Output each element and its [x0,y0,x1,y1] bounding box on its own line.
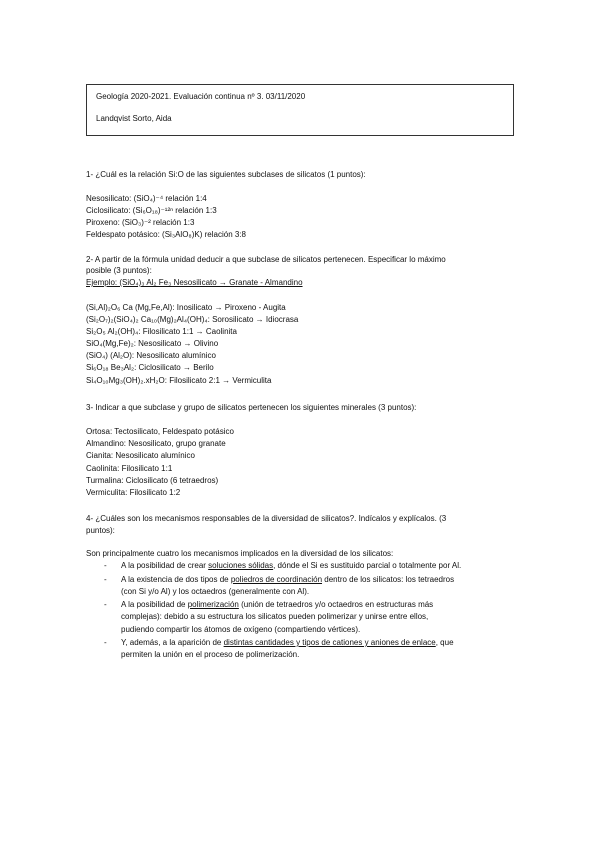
question-2-line-2: posible (3 puntos): [86,266,152,275]
question-3: 3- Indicar a que subclase y grupo de silicatos pertenecen los siguientes minerales (3 puntos): [86,403,417,412]
header-course-line: Geología 2020-2021. Evaluación continua nº 3. 03/11/2020 [96,92,306,101]
question-1: 1- ¿Cuál es la relación Si:O de las siguientes subclases de silicatos (1 puntos): [86,170,366,179]
bullet-dash: - [104,600,107,609]
bullet-text: Y, además, a la aparición de [121,638,224,647]
q3-answer-3: Cianita: Nesosilicato alumínico [86,451,195,460]
q4-bullet-3 [121,600,433,610]
q2-answer-5: (SiO₄) (Al₂O): Nesosilicato alumínico [86,351,216,360]
q4-bullet-2 [121,575,454,585]
bullet-keyword: poliedros de coordinación [230,575,323,584]
question-4-line-1: 4- ¿Cuáles son los mecanismos responsables de la diversidad de silicatos?. Indícalos y explícalos. (3 [86,514,447,523]
q2-answer-1: (Si,Al)₂O₆ Ca (Mg,Fe,Al): Inosilicato → Piroxeno - Augita [86,303,286,312]
q4-bullet-4 [121,638,454,648]
bullet-keyword: soluciones sólidas [208,561,274,570]
q2-answer-2: (Si₂O₇)₂(SiO₄)₂ Ca₁₀(Mg)₂Al₄(OH)₄: Sorosilicato → Idiocrasa [86,315,299,324]
bullet-keyword: polimerización [187,600,239,609]
q2-answer-7: Si₄O₁₀Mg₃(OH)₂.xH₂O: Filosilicato 2:1 → Vermiculita [86,376,272,385]
q1-answer-2: Ciclosilicato: (Si₆O₁₈)⁻¹²ⁿ relación 1:3 [86,206,217,215]
bullet-dash: - [104,575,107,584]
q3-answer-4: Caolinita: Filosilicato 1:1 [86,464,173,473]
q4-bullet-2-line-2: (con Si y/o Al) y los octaedros (generalmente con Al). [121,587,310,596]
bullet-text: , dónde el Si es sustituido parcial o totalmente por Al. [273,561,462,570]
question-4-line-2: puntos): [86,526,115,535]
bullet-dash: - [104,561,107,570]
bullet-text: A la posibilidad de crear [121,561,209,570]
bullet-text: dentro de los silicatos: los tetraedros [322,575,455,584]
q1-answer-3: Piroxeno: (SiO₃)⁻² relación 1:3 [86,218,195,227]
header-student-name: Landqvist Sorto, Aida [96,114,172,123]
q4-bullet-3-line-3: pudiendo compartir los átomos de oxígeno (compartiendo vértices). [121,625,361,634]
bullet-text: (unión de tetraedros y/o octaedros en estructuras más [238,600,434,609]
q2-answer-4: SiO₄(Mg,Fe)₂: Nesosilicato → Olivino [86,339,219,348]
q2-answer-6: Si₆O₁₈ Be₃Al₂: Ciclosilicato → Berilo [86,363,214,372]
q3-answer-1: Ortosa: Tectosilicato, Feldespato potásico [86,427,234,436]
bullet-keyword: distintas cantidades y tipos de cationes y aniones de enlace [223,638,436,647]
q2-example: Ejemplo: (SiO₄)₃ Al₂ Fe₃ Nesosilicato → Granate - Almandino [86,278,303,287]
q3-answer-2: Almandino: Nesosilicato, grupo granate [86,439,226,448]
q3-answer-6: Vermiculita: Filosilicato 1:2 [86,488,181,497]
q1-answer-1: Nesosilicato: (SiO₄)⁻⁴ relación 1:4 [86,194,207,203]
bullet-text: , que [435,638,454,647]
q4-bullet-1 [121,561,461,571]
bullet-text: A la posibilidad de [121,600,188,609]
q1-answer-4: Feldespato potásico: (Si₃AlO₈)K) relación 3:8 [86,230,246,239]
q4-bullet-3-line-2: complejas): debido a su estructura los silicatos pueden polimerizar y unirse entre ellos, [121,612,429,621]
bullet-dash: - [104,638,107,647]
q3-answer-5: Turmalina: Ciclosilicato (6 tetraedros) [86,476,219,485]
q2-answer-3: Si₂O₅ Al₂(OH)₄: Filosilicato 1:1 → Caolinita [86,327,237,336]
q4-bullet-4-line-2: permiten la unión en el proceso de polimerización. [121,650,300,659]
bullet-text: A la existencia de dos tipos de [121,575,231,584]
question-2-line-1: 2- A partir de la fórmula unidad deducir a que subclase de silicatos pertenecen. Especificar lo máximo [86,255,446,264]
q4-intro: Son principalmente cuatro los mecanismos implicados en la diversidad de los silicatos: [86,549,394,558]
